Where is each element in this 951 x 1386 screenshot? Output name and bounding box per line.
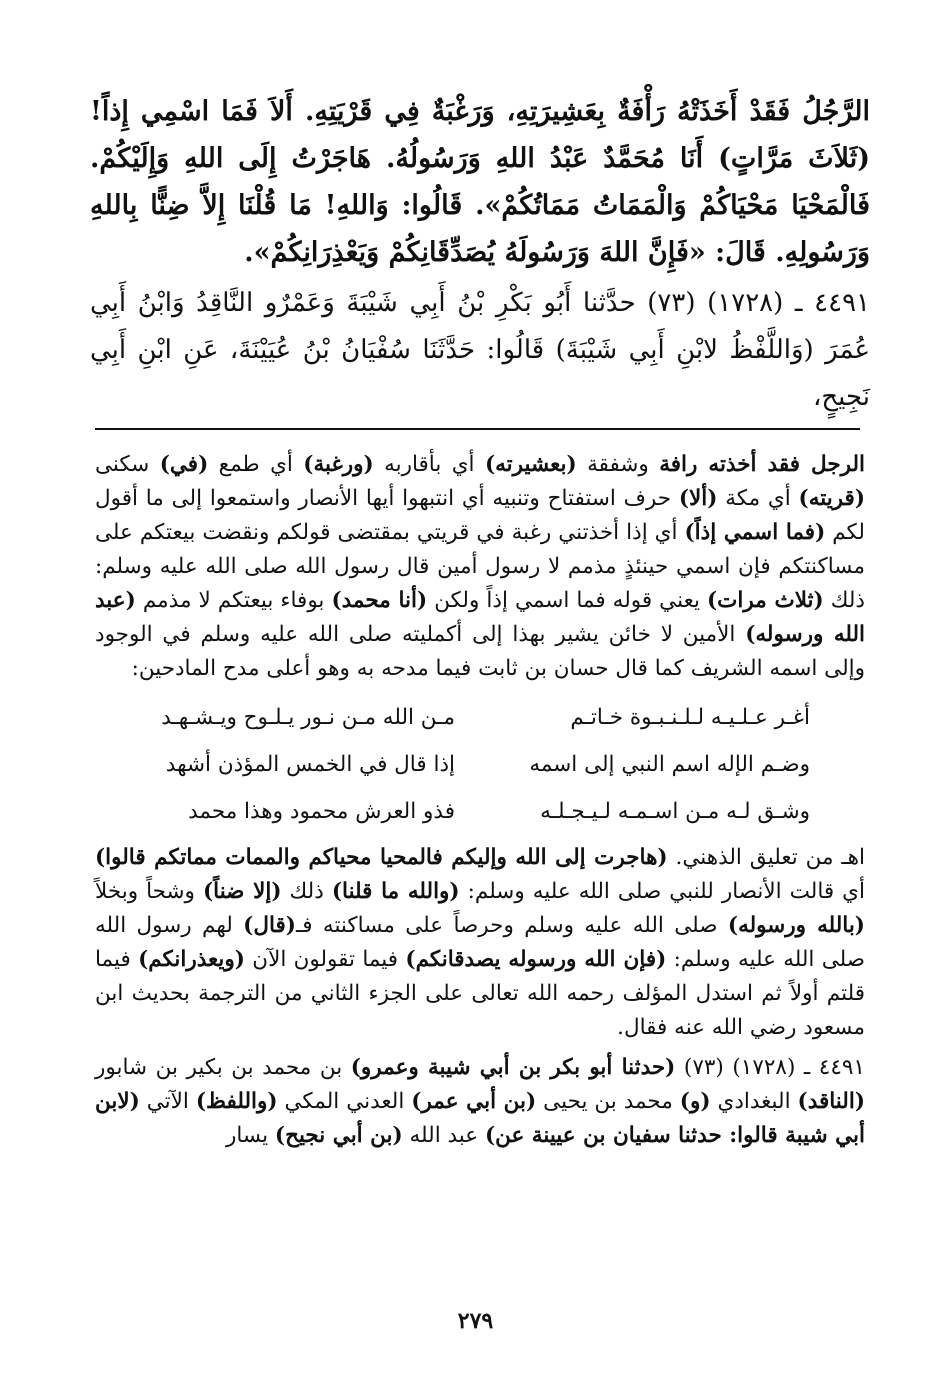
text-segment: عبد الله	[402, 1123, 485, 1148]
bold-segment: (واللفظ)	[195, 1089, 278, 1114]
bold-segment: (ورغبة)	[303, 452, 374, 477]
text-segment: العدني المكي	[277, 1089, 412, 1114]
text-segment: فيما قلتم أولاً ثم استدل المؤلف رحمه الله تعالى على الجزء الثاني من الترجمة بحديث ابن مسعود رضي الله عنه فقال.	[95, 947, 865, 1040]
text-segment: حرف استفتاح وتنبيه أي انتبهوا أيها الأنصار واستمعوا إلى ما أقول لكم	[95, 486, 865, 545]
text-segment: وشحاً وبخلاً	[95, 879, 203, 904]
poem-first-hemistich: وشـق لـه مـن اسـمـه لـيـجـلـه	[540, 799, 810, 824]
text-segment: لهم رسول الله صلى الله عليه وسلم:	[95, 913, 865, 972]
bold-segment: (أنا محمد)	[331, 588, 428, 613]
bold-segment: (بن أبي نجيح)	[274, 1123, 403, 1148]
bold-segment: (ثلاث مرات)	[707, 588, 824, 613]
bold-segment: (في)	[159, 452, 209, 477]
text-segment: أي إذا أخذتني رغبة في قريتي بمقتضى قولكم ونقضت بيعتكم على مساكنتكم فإن اسمي حينئذٍ مذمم لا رسول أمين قال رسول الله صلى الله عليه وسلم: ذلك	[95, 520, 865, 613]
text-segment: البغدادي	[710, 1089, 798, 1114]
bold-segment: (فإن الله ورسوله يصدقانكم)	[405, 947, 667, 972]
text-segment: أي قالت الأنصار للنبي صلى الله عليه وسلم:	[459, 879, 865, 904]
bold-segment: (و)	[679, 1089, 711, 1114]
bold-segment: (ويعذرانكم)	[138, 947, 245, 972]
bold-segment: (إلا ضناً)	[202, 879, 282, 904]
bold-segment: (ألا)	[678, 486, 718, 511]
bold-segment: (حدثنا أبو بكر بن أبي شيبة وعمرو)	[350, 1055, 676, 1080]
text-segment: بوفاء بيعتكم لا مذمم	[135, 588, 332, 613]
bold-segment: (فما اسمي إذاً)	[684, 520, 826, 545]
text-segment: ذلك	[281, 879, 332, 904]
poem-first-hemistich: أغـر عـلـيـه لـلـنـبـوة خـاتـم	[570, 705, 810, 730]
text-segment: اهـ من تعليق الذهني.	[667, 845, 865, 870]
commentary-isnad-paragraph	[95, 1051, 865, 1153]
footnote-divider	[95, 428, 860, 430]
bold-segment: (بن أبي عمر)	[411, 1089, 537, 1114]
text-segment: محمد بن يحيى	[536, 1089, 680, 1114]
poem-first-hemistich: وضـم الإله اسم النبي إلى اسمه	[529, 752, 810, 777]
bold-segment: (الناقد)	[797, 1089, 865, 1114]
text-segment: يعني قوله فما اسمي إذاً ولكن	[427, 588, 707, 613]
commentary-paragraph	[95, 841, 865, 1045]
text-segment: بن محمد بن بكير بن شابور	[95, 1055, 351, 1080]
commentary-block	[95, 448, 865, 1153]
hadith-isnad-paragraph: ٤٤٩١ ـ (١٧٢٨) (٧٣) حدَّثنا أَبُو بَكْرِ بْنُ أَبِي شَيْبَةَ وَعَمْرٌو النَّاقِدُ وَابْنُ أَبِي عُمَرَ (وَاللَّفْظُ لابْنِ أَبِي شَيْبَةَ) قَالُوا: حَدَّثَنَا سُفْيَانُ بْنُ عُيَيْنَةَ، عَنِ ابْنِ أَبِي نَجِيحٍ،	[90, 288, 871, 412]
text-segment: أي طمع	[208, 452, 304, 477]
text-segment: أي بأقاربه	[373, 452, 485, 477]
bold-segment: (هاجرت إلى الله وإليكم فالمحيا محياكم والممات مماتكم قالوا)	[95, 845, 668, 870]
text-segment: يسار	[225, 1123, 275, 1148]
poem	[95, 694, 865, 835]
text-segment: أي مكة	[717, 486, 799, 511]
poem-second-hemistich: مـن الله مـن نـور يـلـوح ويـشـهـد	[161, 705, 455, 730]
bold-segment: (بالله ورسوله)	[727, 913, 865, 938]
bold-segment: (قال)	[243, 913, 296, 938]
page-number: ٢٧٩	[457, 1308, 494, 1334]
text-segment: الأمين لا خائن يشير بهذا إلى أكمليته صلى الله عليه وسلم في الوجود وإلى اسمه الشريف كما قال حسان بن ثابت فيما مدحه به وهو أعلى مدح المادحين:	[95, 622, 865, 681]
hadith-text-block	[90, 88, 870, 421]
poem-line	[95, 788, 865, 835]
text-segment: سكنى	[95, 452, 160, 477]
commentary-paragraph	[95, 448, 865, 686]
bold-segment: (بعشيرته)	[484, 452, 577, 477]
text-segment: فيما تقولون الآن	[244, 947, 406, 972]
hadith-paragraph: الرَّجُلُ فَقَدْ أَخَذَتْهُ رَأْفَةٌ بِعَشِيرَتِهِ، وَرَغْبَةٌ فِي قَرْيَتِهِ. أَلاَ فَمَا اسْمِي إِذاً! (ثَلاَثَ مَرَّاتٍ) أَنَا مُحَمَّدٌ عَبْدُ اللهِ وَرَسُولُهُ. هَاجَرْتُ إِلَى اللهِ وَإِلَيْكُمْ. فَالْمَحْيَا مَحْيَاكُمْ وَالْمَمَاتُ مَمَاتُكُمْ». قَالُوا: وَاللهِ! مَا قُلْنَا إِلاَّ ضِنًّا بِاللهِ وَرَسُولِهِ. قَالَ: «فَإِنَّ اللهَ وَرَسُولَهُ يُصَدِّقَانِكُمْ وَيَعْذِرَانِكُمْ».	[90, 96, 870, 268]
text-segment: صلى الله عليه وسلم وحرصاً على مساكنته فـ	[295, 913, 728, 938]
poem-line	[95, 694, 865, 741]
poem-second-hemistich: فذو العرش محمود وهذا محمد	[188, 799, 455, 824]
bold-segment: (عبد الله ورسوله)	[95, 588, 866, 647]
text-segment: الآتي	[139, 1089, 196, 1114]
text-segment: ٤٤٩١ ـ (١٧٢٨) (٧٣)	[675, 1055, 865, 1080]
bold-segment: الرجل فقد أخذته رافة	[659, 452, 866, 477]
bold-segment: (لابن أبي شيبة قالوا: حدثنا سفيان بن عيينة عن)	[95, 1089, 865, 1148]
bold-segment: (قريته)	[798, 486, 865, 511]
bold-segment: (والله ما قلنا)	[331, 879, 460, 904]
poem-line	[95, 741, 865, 788]
text-segment: وشفقة	[576, 452, 660, 477]
poem-second-hemistich: إذا قال في الخمس المؤذن أشهد	[165, 752, 455, 777]
